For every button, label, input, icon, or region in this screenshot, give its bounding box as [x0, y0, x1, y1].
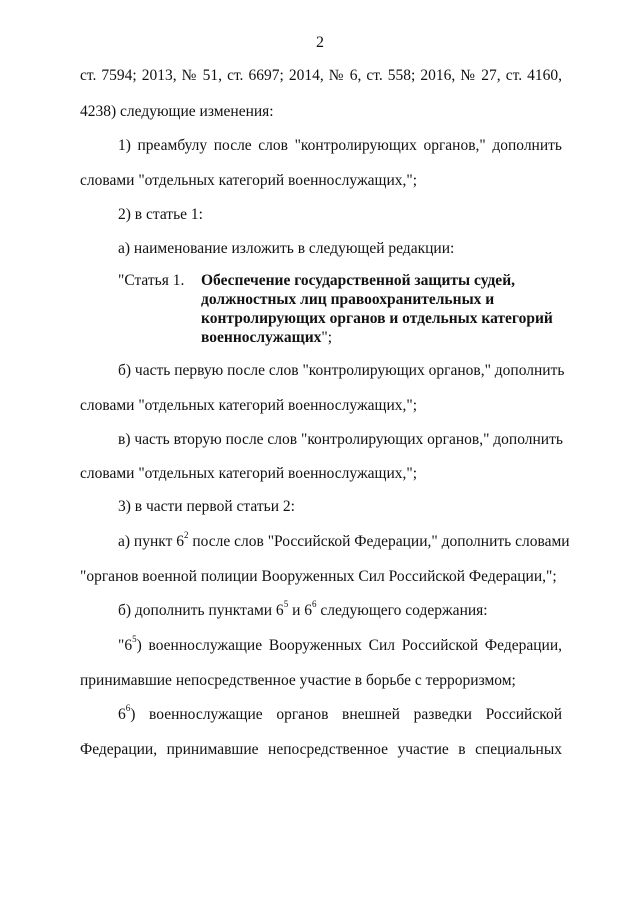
article-title-line: должностных лиц правоохранительных и — [201, 291, 495, 308]
text-line: 1) преамбулу после слов "контролирующих органов," дополнить — [118, 137, 562, 154]
point-text: 6 — [118, 706, 126, 723]
item-b-text: б) дополнить пунктами 6 — [118, 602, 284, 619]
text-line: принимавшие непосредственное участие в борьбе с терроризмом; — [80, 672, 516, 689]
text-line: б) часть первую после слов "контролирующих органов," дополнить — [118, 362, 565, 379]
text-line: 3) в части первой статьи 2: — [118, 498, 295, 515]
text-line: словами "отдельных категорий военнослужащих,"; — [80, 397, 418, 414]
item-b-line — [118, 598, 562, 621]
superscript: 6 — [311, 598, 317, 609]
text-line: 2) в статье 1: — [118, 206, 203, 223]
text-line: словами "отдельных категорий военнослужащих,"; — [80, 172, 418, 189]
article-title-line: Обеспечение государственной защиты судей, — [201, 272, 515, 289]
text-line: "органов военной полиции Вооруженных Сил Российской Федерации,"; — [80, 568, 557, 585]
point-text: ) военнослужащие органов внешней разведки Российской — [130, 706, 562, 723]
text-line: словами "отдельных категорий военнослужащих,"; — [80, 465, 418, 482]
article-title-tail: "; — [321, 329, 333, 346]
item-a-text: после слов "Российской Федерации," дополнить словами — [188, 533, 570, 550]
article-title-line: военнослужащих — [201, 329, 322, 346]
item-a-text: а) пункт 6 — [118, 533, 184, 550]
article-title-line: контролирующих органов и отдельных категорий — [201, 310, 553, 327]
item-b-text: и 6 — [288, 602, 312, 619]
text-line: в) часть вторую после слов "контролирующих органов," дополнить — [118, 431, 563, 448]
point-66-line — [118, 702, 562, 725]
text-line: а) наименование изложить в следующей редакции: — [118, 240, 455, 257]
page-number: 2 — [316, 34, 324, 51]
superscript: 5 — [132, 633, 137, 644]
point-text: "6 — [118, 637, 133, 654]
article-label: "Статья 1. — [118, 272, 185, 289]
text-line: Федерации, принимавшие непосредственное участие в специальных — [80, 741, 562, 758]
text-line: 4238) следующие изменения: — [80, 103, 274, 120]
superscript: 5 — [283, 598, 289, 609]
point-65-line — [118, 633, 562, 656]
point-text: ) военнослужащие Вооруженных Сил Российской Федерации, — [136, 637, 562, 654]
superscript: 2 — [183, 529, 189, 540]
superscript: 6 — [125, 702, 131, 713]
item-a-line — [118, 529, 570, 552]
item-b-text: следующего содержания: — [316, 602, 488, 619]
text-line: ст. 7594; 2013, № 51, ст. 6697; 2014, № 6, ст. 558; 2016, № 27, ст. 4160, — [80, 67, 562, 84]
article-title-last-line — [201, 328, 332, 348]
